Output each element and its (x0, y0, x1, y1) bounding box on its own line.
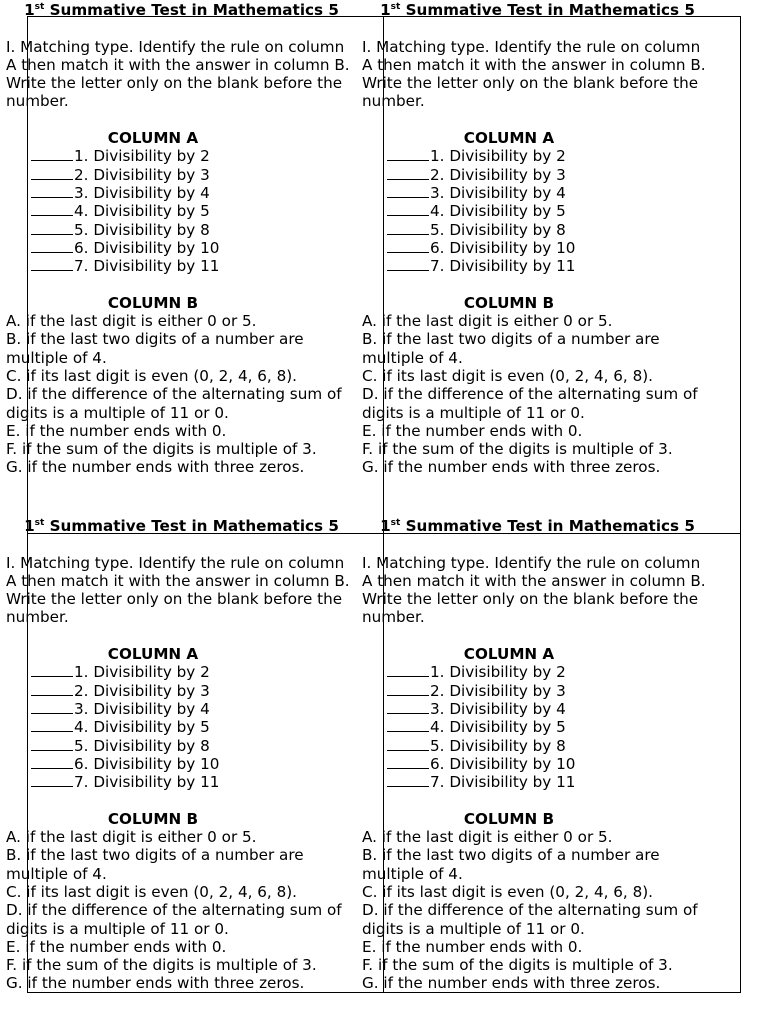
column-b-item: G. if the number ends with three zeros. (362, 458, 661, 477)
column-b-heading: COLUMN B (463, 293, 555, 312)
column-a-heading: COLUMN A (107, 129, 199, 148)
column-b-item: C. if its last digit is even (0, 2, 4, 6, 8). (362, 882, 653, 901)
column-b-item: B. if the last two digits of a number are multiple of 4. (362, 846, 660, 883)
column-b-item: E. if the number ends with 0. (6, 937, 227, 956)
column-b-item: F. if the sum of the digits is multiple of 3. (6, 956, 317, 975)
test-title (362, 1, 713, 19)
answer-blank[interactable] (31, 166, 73, 180)
answer-blank[interactable] (387, 737, 429, 751)
column-b-item: E. if the number ends with 0. (6, 421, 227, 440)
title-text: Summative Test in Mathematics 5 (405, 1, 695, 19)
column-b-item: B. if the last two digits of a number are multiple of 4. (6, 330, 304, 367)
instructions: I. Matching type. Identify the rule on column A then match it with the answer in column B. Write the letter only on the blank before the number. (362, 553, 706, 627)
column-a-item: 3. Divisibility by 4 (387, 184, 713, 202)
column-b-item: G. if the number ends with three zeros. (6, 974, 305, 993)
instructions: I. Matching type. Identify the rule on column A then match it with the answer in column B. Write the letter only on the blank before the number. (6, 553, 350, 627)
column-a-list (6, 147, 357, 275)
column-a-item: 3. Divisibility by 4 (31, 184, 357, 202)
answer-blank[interactable] (31, 147, 73, 161)
column-b-item: F. if the sum of the digits is multiple of 3. (362, 956, 673, 975)
column-a-item: 6. Divisibility by 10 (387, 755, 713, 773)
answer-blank[interactable] (31, 221, 73, 235)
column-b-item: A. if the last digit is either 0 or 5. (362, 828, 613, 847)
column-a-item: 2. Divisibility by 3 (387, 166, 713, 184)
column-b-item: D. if the difference of the alternating sum of digits is a multiple of 11 or 0. (362, 385, 698, 422)
column-b-list (362, 828, 713, 993)
column-a-list (362, 147, 713, 275)
column-b-item: F. if the sum of the digits is multiple of 3. (362, 440, 673, 459)
test-title (362, 517, 713, 535)
column-b-heading: COLUMN B (463, 809, 555, 828)
answer-blank[interactable] (31, 773, 73, 787)
answer-blank[interactable] (31, 755, 73, 769)
title-text: Summative Test in Mathematics 5 (49, 517, 339, 535)
title-ordinal-suffix: st (34, 2, 45, 12)
column-b-item: C. if its last digit is even (0, 2, 4, 6, 8). (6, 882, 297, 901)
answer-blank[interactable] (387, 221, 429, 235)
column-b-item: A. if the last digit is either 0 or 5. (362, 312, 613, 331)
column-b-item: F. if the sum of the digits is multiple of 3. (6, 440, 317, 459)
column-a-item: 3. Divisibility by 4 (387, 700, 713, 718)
column-a-item: 7. Divisibility by 11 (31, 257, 357, 275)
column-b-item: C. if its last digit is even (0, 2, 4, 6, 8). (6, 366, 297, 385)
column-a-item: 5. Divisibility by 8 (31, 221, 357, 239)
column-a-item: 6. Divisibility by 10 (31, 239, 357, 257)
answer-blank[interactable] (387, 184, 429, 198)
column-a-item: 2. Divisibility by 3 (387, 682, 713, 700)
test-title (6, 517, 357, 535)
title-text: Summative Test in Mathematics 5 (405, 517, 695, 535)
column-a-item: 1. Divisibility by 2 (31, 663, 357, 681)
column-a-item: 2. Divisibility by 3 (31, 682, 357, 700)
column-a-item: 4. Divisibility by 5 (31, 202, 357, 220)
column-a-item: 4. Divisibility by 5 (31, 718, 357, 736)
answer-blank[interactable] (31, 239, 73, 253)
column-b-item: B. if the last two digits of a number are multiple of 4. (6, 846, 304, 883)
instructions: I. Matching type. Identify the rule on column A then match it with the answer in column B. Write the letter only on the blank before the number. (362, 37, 706, 111)
answer-blank[interactable] (31, 718, 73, 732)
answer-blank[interactable] (31, 682, 73, 696)
column-a-item: 1. Divisibility by 2 (31, 147, 357, 165)
answer-blank[interactable] (31, 700, 73, 714)
title-ordinal: 1 (24, 1, 35, 19)
answer-blank[interactable] (31, 184, 73, 198)
column-a-item: 4. Divisibility by 5 (387, 202, 713, 220)
column-b-item: E. if the number ends with 0. (362, 937, 583, 956)
column-b-heading: COLUMN B (107, 293, 199, 312)
column-a-item: 1. Divisibility by 2 (387, 663, 713, 681)
answer-blank[interactable] (387, 682, 429, 696)
title-ordinal-suffix: st (390, 518, 401, 528)
answer-blank[interactable] (31, 257, 73, 271)
column-a-heading: COLUMN A (463, 645, 555, 664)
column-a-heading: COLUMN A (107, 645, 199, 664)
test-card (362, 1, 713, 515)
answer-blank[interactable] (387, 257, 429, 271)
test-card (362, 517, 713, 993)
column-b-item: C. if its last digit is even (0, 2, 4, 6, 8). (362, 366, 653, 385)
column-a-item: 7. Divisibility by 11 (31, 773, 357, 791)
answer-blank[interactable] (387, 700, 429, 714)
column-a-item: 5. Divisibility by 8 (31, 737, 357, 755)
title-ordinal: 1 (380, 1, 391, 19)
column-b-list (362, 312, 713, 477)
column-a-heading: COLUMN A (463, 129, 555, 148)
answer-blank[interactable] (387, 663, 429, 677)
column-b-item: E. if the number ends with 0. (362, 421, 583, 440)
column-a-item: 5. Divisibility by 8 (387, 221, 713, 239)
test-card (6, 517, 357, 993)
title-ordinal-suffix: st (390, 2, 401, 12)
column-a-item: 5. Divisibility by 8 (387, 737, 713, 755)
answer-blank[interactable] (387, 239, 429, 253)
title-text: Summative Test in Mathematics 5 (49, 1, 339, 19)
column-a-item: 4. Divisibility by 5 (387, 718, 713, 736)
column-a-list (362, 663, 713, 791)
answer-blank[interactable] (31, 663, 73, 677)
column-b-item: A. if the last digit is either 0 or 5. (6, 828, 257, 847)
column-a-list (6, 663, 357, 791)
column-a-item: 7. Divisibility by 11 (387, 773, 713, 791)
answer-blank[interactable] (387, 755, 429, 769)
column-a-item: 2. Divisibility by 3 (31, 166, 357, 184)
answer-blank[interactable] (387, 166, 429, 180)
test-card (6, 1, 357, 515)
column-b-item: A. if the last digit is either 0 or 5. (6, 312, 257, 331)
title-ordinal: 1 (380, 517, 391, 535)
answer-blank[interactable] (387, 773, 429, 787)
column-a-item: 1. Divisibility by 2 (387, 147, 713, 165)
answer-blank[interactable] (387, 718, 429, 732)
column-a-item: 3. Divisibility by 4 (31, 700, 357, 718)
column-b-item: D. if the difference of the alternating sum of digits is a multiple of 11 or 0. (6, 385, 342, 422)
column-b-item: D. if the difference of the alternating sum of digits is a multiple of 11 or 0. (6, 901, 342, 938)
column-b-heading: COLUMN B (107, 809, 199, 828)
column-b-list (6, 828, 357, 993)
title-ordinal: 1 (24, 517, 35, 535)
column-b-item: D. if the difference of the alternating sum of digits is a multiple of 11 or 0. (362, 901, 698, 938)
column-b-item: G. if the number ends with three zeros. (362, 974, 661, 993)
test-title (6, 1, 357, 19)
answer-blank[interactable] (387, 147, 429, 161)
column-b-item: G. if the number ends with three zeros. (6, 458, 305, 477)
title-ordinal-suffix: st (34, 518, 45, 528)
answer-blank[interactable] (387, 202, 429, 216)
column-b-list (6, 312, 357, 477)
answer-blank[interactable] (31, 202, 73, 216)
column-a-item: 6. Divisibility by 10 (387, 239, 713, 257)
column-a-item: 6. Divisibility by 10 (31, 755, 357, 773)
answer-blank[interactable] (31, 737, 73, 751)
instructions: I. Matching type. Identify the rule on column A then match it with the answer in column B. Write the letter only on the blank before the number. (6, 37, 350, 111)
column-a-item: 7. Divisibility by 11 (387, 257, 713, 275)
column-b-item: B. if the last two digits of a number are multiple of 4. (362, 330, 660, 367)
